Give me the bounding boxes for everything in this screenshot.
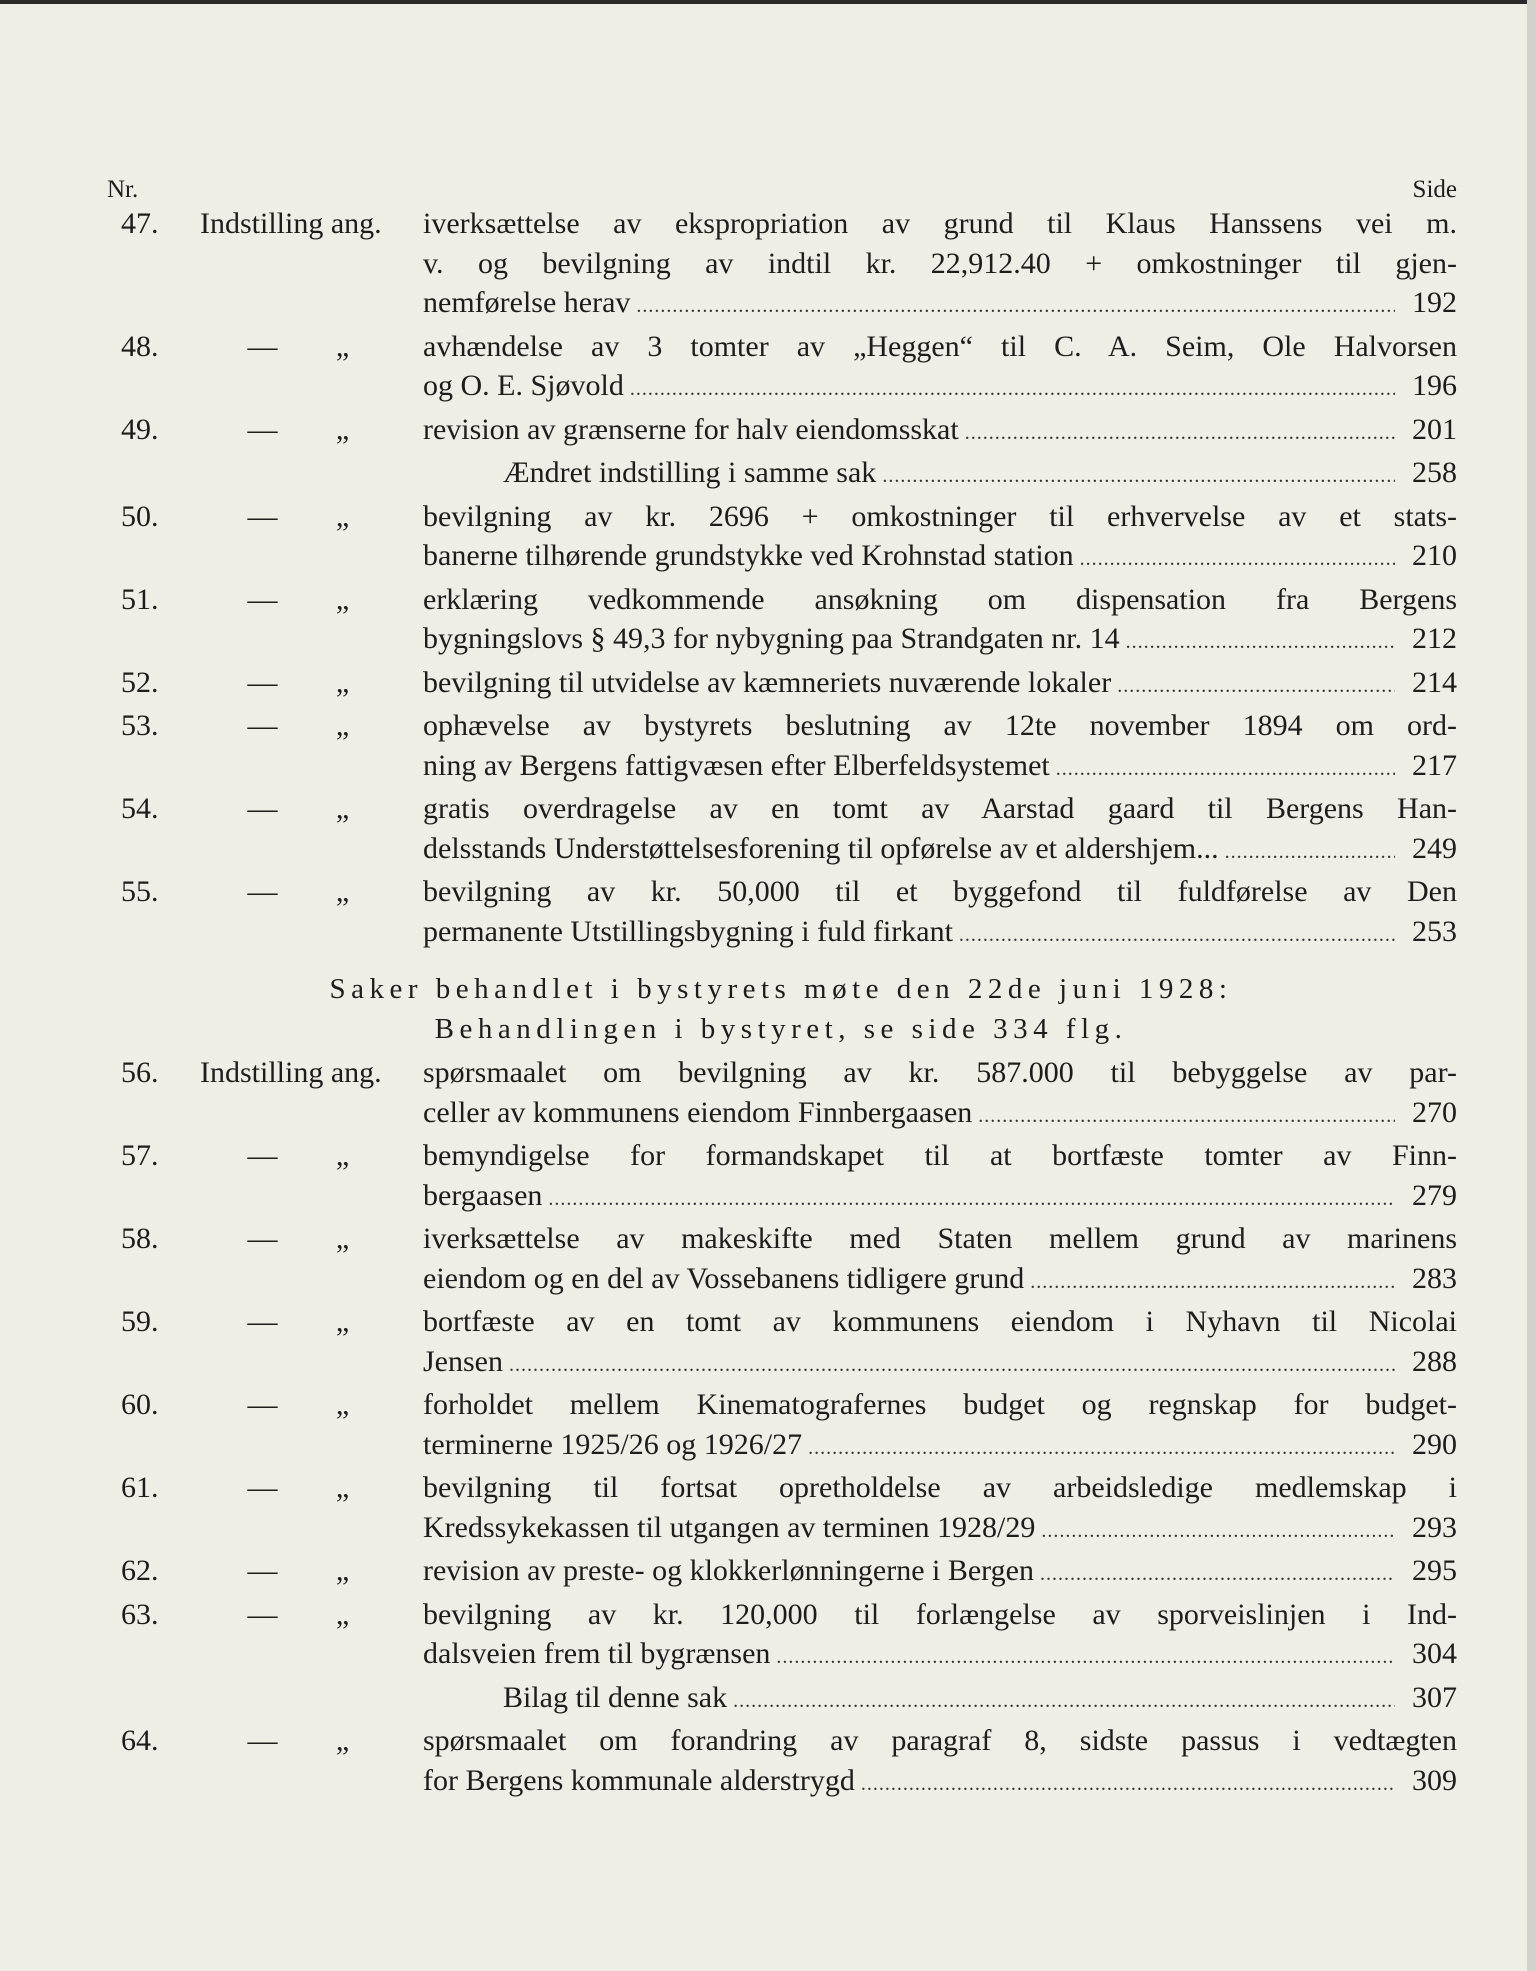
- entry-text: dalsveien frem til bygrænsen: [423, 1637, 771, 1670]
- ditto-mark: „: [335, 1554, 350, 1587]
- entry-lead: [200, 1468, 423, 1551]
- ditto-mark: „: [335, 1222, 350, 1255]
- entry-text: eiendom og en del av Vossebanens tidligere grund: [423, 1261, 1025, 1295]
- dot-leader: [882, 457, 1395, 497]
- ditto-dash: —: [247, 329, 278, 363]
- leader-line: [423, 536, 1457, 580]
- entry-text: Bilag til denne sak: [503, 1680, 728, 1714]
- ditto-mark: „: [335, 875, 350, 908]
- entry-lead: [200, 789, 423, 872]
- entry-number: 61.: [121, 1471, 159, 1504]
- toc-entry: [105, 327, 1457, 410]
- entry-body: [423, 1721, 1457, 1804]
- dot-leader: [978, 1097, 1395, 1137]
- toc-entry: [105, 1721, 1457, 1804]
- ditto-dash: —: [247, 1139, 278, 1172]
- entry-text: revision av grænserne for halv eiendomsskat: [423, 412, 959, 446]
- page-number: 288: [1412, 1344, 1457, 1378]
- scan-right-edge: [1527, 0, 1536, 1971]
- entry-lead: [200, 497, 423, 580]
- toc-entry: [105, 1595, 1457, 1722]
- table-of-contents: [105, 168, 1457, 1804]
- entry-line: avhændelse av 3 tomter av „Heggen“ til C. A. Seim, Ole Halvorsen: [423, 329, 1457, 363]
- entry-lead: [200, 204, 423, 327]
- entry-line: spørsmaalet om bevilgning av kr. 587.000 til bebyggelse av par-: [423, 1056, 1457, 1089]
- leader-line: [423, 453, 1457, 497]
- entry-body: [423, 1136, 1457, 1219]
- column-header: [105, 168, 1457, 204]
- toc-entry: [105, 1219, 1457, 1302]
- dot-leader: [808, 1429, 1395, 1469]
- entry-text: og O. E. Sjøvold: [423, 369, 624, 402]
- entry-body: [423, 1468, 1457, 1551]
- dot-leader: [776, 1638, 1395, 1678]
- dot-leader: [630, 370, 1395, 410]
- leader-line: [423, 912, 1457, 956]
- entry-text: terminerne 1925/26 og 1926/27: [423, 1427, 803, 1461]
- entry-body: [423, 663, 1457, 707]
- ditto-dash: —: [247, 499, 278, 533]
- entry-body: [423, 1053, 1457, 1136]
- scan-top-edge: [0, 0, 1536, 4]
- entry-lead: [200, 872, 423, 955]
- entry-number: 54.: [121, 792, 159, 825]
- entry-line: bemyndigelse for formandskapet til at bortfæste tomter av Finn-: [423, 1139, 1457, 1172]
- toc-entry: [105, 872, 1457, 955]
- leader-line: [423, 283, 1457, 327]
- dot-leader: [1056, 750, 1395, 790]
- leader-line: [423, 663, 1457, 707]
- dot-leader: [1080, 540, 1395, 580]
- entry-number: 49.: [121, 412, 159, 446]
- toc-entry: [105, 497, 1457, 580]
- toc-entry: [105, 1136, 1457, 1219]
- leader-line: [423, 1425, 1457, 1469]
- ditto-dash: —: [247, 1305, 278, 1338]
- ditto-mark: „: [335, 1305, 350, 1338]
- page-number: 307: [1412, 1680, 1457, 1714]
- entry-body: [423, 327, 1457, 410]
- page-number: 258: [1412, 456, 1457, 489]
- leader-line: [423, 1634, 1457, 1678]
- toc-entry: [105, 1053, 1457, 1136]
- toc-entry: [105, 410, 1457, 497]
- entry-body: [423, 580, 1457, 663]
- entry-lead: [200, 1385, 423, 1468]
- ditto-dash: —: [247, 582, 278, 616]
- entry-number: 47.: [121, 207, 159, 240]
- ditto-dash: —: [247, 665, 278, 699]
- ditto-mark: „: [335, 412, 350, 446]
- entry-line: iverksættelse av makeskifte med Staten mellem grund av marinens: [423, 1222, 1457, 1255]
- entry-body: [423, 1595, 1457, 1722]
- leader-line: [423, 1093, 1457, 1137]
- ditto-dash: —: [247, 875, 278, 908]
- entry-lead: [200, 1595, 423, 1722]
- entry-number: 58.: [121, 1222, 159, 1255]
- ditto-dash: —: [247, 1597, 278, 1631]
- entry-text: Jensen: [423, 1344, 503, 1378]
- ditto-mark: „: [335, 329, 350, 363]
- entry-line: iverksættelse av ekspropriation av grund til Klaus Hanssens vei m.: [423, 207, 1457, 240]
- entry-text: celler av kommunens eiendom Finnbergaasen: [423, 1095, 973, 1129]
- entry-body: [423, 1302, 1457, 1385]
- ditto-dash: —: [247, 1388, 278, 1421]
- leader-line: [423, 746, 1457, 790]
- entry-number: 48.: [121, 329, 159, 363]
- leader-line: [423, 1342, 1457, 1386]
- toc-entry: [105, 204, 1457, 327]
- page-number: 212: [1412, 622, 1457, 655]
- entry-text: banerne tilhørende grundstykke ved Krohnstad station: [423, 539, 1074, 572]
- entry-number: 52.: [121, 665, 159, 699]
- entry-body: [423, 497, 1457, 580]
- dot-leader: [548, 1180, 1395, 1220]
- entry-lead: [200, 1136, 423, 1219]
- dot-leader: [733, 1682, 1395, 1722]
- entry-lead: [200, 410, 423, 497]
- leader-line: [423, 1678, 1457, 1722]
- leader-line: [423, 366, 1457, 410]
- leader-line: [423, 1761, 1457, 1805]
- entry-lead: [200, 1551, 423, 1595]
- entry-line: bevilgning av kr. 120,000 til forlængelse av sporveislinjen i Ind-: [423, 1597, 1457, 1631]
- dot-leader: [1030, 1263, 1395, 1303]
- entry-list-2: [105, 1053, 1457, 1804]
- page-number: 290: [1412, 1427, 1457, 1461]
- entry-line: forholdet mellem Kinematografernes budget og regnskap for budget-: [423, 1388, 1457, 1421]
- entry-lead: [200, 1302, 423, 1385]
- entry-text: nemførelse herav: [423, 286, 631, 319]
- dot-leader: [965, 414, 1395, 454]
- lead-text: Indstilling ang.: [200, 207, 382, 240]
- entry-body: [423, 1551, 1457, 1595]
- section-heading: [105, 969, 1457, 1049]
- entry-list-1: [105, 204, 1457, 955]
- entry-line: v. og bevilgning av indtil kr. 22,912.40 + omkostninger til gjen-: [423, 246, 1457, 280]
- entry-lead: [200, 327, 423, 410]
- page-number: 295: [1412, 1554, 1457, 1587]
- entry-text: ning av Bergens fattigvæsen efter Elberfeldsystemet: [423, 748, 1050, 782]
- ditto-dash: —: [247, 792, 278, 825]
- dot-leader: [1225, 833, 1395, 873]
- entry-number: 56.: [121, 1056, 159, 1089]
- entry-lead: [200, 706, 423, 789]
- toc-entry: [105, 789, 1457, 872]
- entry-line: ophævelse av bystyrets beslutning av 12te november 1894 om ord-: [423, 709, 1457, 742]
- entry-body: [423, 789, 1457, 872]
- leader-line: [423, 410, 1457, 454]
- toc-entry: [105, 1551, 1457, 1595]
- entry-line: bevilgning til fortsat opretholdelse av arbeidsledige medlemskap i: [423, 1471, 1457, 1504]
- ditto-mark: „: [335, 665, 350, 699]
- entry-body: [423, 706, 1457, 789]
- leader-line: [423, 829, 1457, 873]
- entry-text: bergaasen: [423, 1178, 543, 1212]
- toc-entry: [105, 580, 1457, 663]
- page-number: 210: [1412, 539, 1457, 572]
- entry-number: 55.: [121, 875, 159, 908]
- section-heading-line-1: Saker behandlet i bystyrets møte den 22de juni 1928:: [329, 973, 1233, 1005]
- dot-leader: [1041, 1512, 1395, 1552]
- ditto-dash: —: [247, 412, 278, 446]
- header-nr: Nr.: [107, 176, 139, 203]
- entry-number: 64.: [121, 1724, 159, 1757]
- page-number: 201: [1412, 412, 1457, 446]
- dot-leader: [1126, 623, 1395, 663]
- entry-line: spørsmaalet om forandring av paragraf 8, sidste passus i vedtægten: [423, 1724, 1457, 1757]
- page-number: 283: [1412, 1261, 1457, 1295]
- page-number: 249: [1412, 831, 1457, 865]
- entry-number: 51.: [121, 582, 159, 616]
- entry-text: delsstands Understøttelsesforening til opførelse av et aldershjem...: [423, 831, 1219, 865]
- page-number: 270: [1412, 1095, 1457, 1129]
- entry-line: gratis overdragelse av en tomt av Aarstad gaard til Bergens Han-: [423, 792, 1457, 825]
- section-heading-line-2: Behandlingen i bystyret, se side 334 flg.: [434, 1013, 1128, 1045]
- entry-body: [423, 1385, 1457, 1468]
- page-number: 293: [1412, 1510, 1457, 1544]
- page-number: 304: [1412, 1637, 1457, 1670]
- ditto-mark: „: [335, 1471, 350, 1504]
- entry-line: erklæring vedkommende ansøkning om dispensation fra Bergens: [423, 582, 1457, 616]
- page-number: 279: [1412, 1178, 1457, 1212]
- lead-text: Indstilling ang.: [200, 1056, 382, 1089]
- entry-text: bevilgning til utvidelse av kæmneriets nuværende lokaler: [423, 665, 1112, 699]
- dot-leader: [509, 1346, 1395, 1386]
- entry-body: [423, 1219, 1457, 1302]
- entry-line: bortfæste av en tomt av kommunens eiendom i Nyhavn til Nicolai: [423, 1305, 1457, 1338]
- leader-line: [423, 619, 1457, 663]
- entry-number: 62.: [121, 1554, 159, 1587]
- ditto-mark: „: [335, 709, 350, 742]
- entry-text: Ændret indstilling i samme sak: [503, 456, 877, 489]
- entry-number: 53.: [121, 709, 159, 742]
- toc-entry: [105, 706, 1457, 789]
- leader-line: [423, 1176, 1457, 1220]
- toc-entry: [105, 1302, 1457, 1385]
- entry-number: 57.: [121, 1139, 159, 1172]
- entry-text: bygningslovs § 49,3 for nybygning paa Strandgaten nr. 14: [423, 622, 1120, 655]
- toc-entry: [105, 663, 1457, 707]
- ditto-dash: —: [247, 1471, 278, 1504]
- header-side: Side: [1412, 176, 1457, 203]
- dot-leader: [1117, 667, 1395, 707]
- page-number: 309: [1412, 1763, 1457, 1797]
- ditto-dash: —: [247, 1554, 278, 1587]
- dot-leader: [861, 1765, 1395, 1805]
- leader-line: [423, 1259, 1457, 1303]
- entry-number: 63.: [121, 1597, 159, 1631]
- entry-line: bevilgning av kr. 2696 + omkostninger til erhvervelse av et stats-: [423, 499, 1457, 533]
- entry-text: Kredssykekassen til utgangen av terminen 1928/29: [423, 1510, 1036, 1544]
- entry-text: for Bergens kommunale alderstrygd: [423, 1763, 855, 1797]
- ditto-mark: „: [335, 582, 350, 616]
- page-number: 253: [1412, 914, 1457, 948]
- ditto-dash: —: [247, 709, 278, 742]
- ditto-mark: „: [335, 792, 350, 825]
- entry-line: bevilgning av kr. 50,000 til et byggefond til fuldførelse av Den: [423, 875, 1457, 908]
- dot-leader: [1040, 1555, 1395, 1595]
- entry-text: permanente Utstillingsbygning i fuld firkant: [423, 914, 953, 948]
- toc-entry: [105, 1468, 1457, 1551]
- entry-lead: [200, 1053, 423, 1136]
- ditto-mark: „: [335, 1597, 350, 1631]
- entry-lead: [200, 1219, 423, 1302]
- ditto-dash: —: [247, 1222, 278, 1255]
- page-number: 192: [1412, 286, 1457, 319]
- entry-body: [423, 204, 1457, 327]
- ditto-mark: „: [335, 499, 350, 533]
- entry-number: 50.: [121, 499, 159, 533]
- dot-leader: [636, 287, 1395, 327]
- ditto-mark: „: [335, 1139, 350, 1172]
- ditto-mark: „: [335, 1724, 350, 1757]
- page-number: 214: [1412, 665, 1457, 699]
- entry-body: [423, 872, 1457, 955]
- page-number: 217: [1412, 748, 1457, 782]
- entry-text: revision av preste- og klokkerlønningerne i Bergen: [423, 1554, 1034, 1587]
- ditto-dash: —: [247, 1724, 278, 1757]
- entry-number: 60.: [121, 1388, 159, 1421]
- leader-line: [423, 1508, 1457, 1552]
- entry-number: 59.: [121, 1305, 159, 1338]
- entry-body: [423, 410, 1457, 497]
- entry-lead: [200, 1721, 423, 1804]
- dot-leader: [959, 916, 1395, 956]
- entry-lead: [200, 580, 423, 663]
- leader-line: [423, 1551, 1457, 1595]
- toc-entry: [105, 1385, 1457, 1468]
- entry-lead: [200, 663, 423, 707]
- ditto-mark: „: [335, 1388, 350, 1421]
- page-number: 196: [1412, 369, 1457, 402]
